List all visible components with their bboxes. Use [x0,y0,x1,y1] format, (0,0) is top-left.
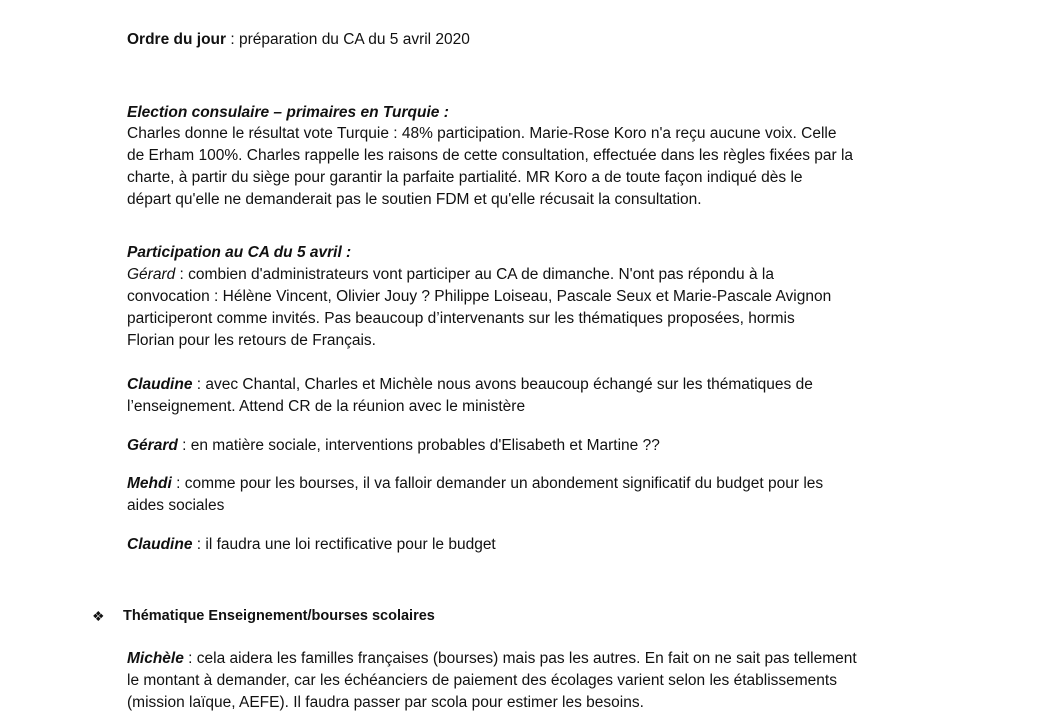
speaker-name: Gérard [127,437,178,454]
speaker-name: Mehdi [127,475,172,492]
remark-claudine [127,375,813,395]
agenda-separator: : [226,31,239,48]
section-heading-election: Election consulaire – primaires en Turquie : [127,104,449,121]
speaker-text: : avec Chantal, Charles et Michèle nous avons beaucoup échangé sur les thématiques de [192,376,813,393]
section-line: convocation : Hélène Vincent, Olivier Jouy ? Philippe Loiseau, Pascale Seux et Marie-Pascale Avignon [127,288,832,305]
section-line: participeront comme invités. Pas beaucoup d’intervenants sur les thématiques proposées, hormis [127,310,795,327]
speaker-name: Claudine [127,536,193,553]
theme-line: (mission laïque, AEFE). Il faudra passer par scola pour estimer les besoins. [127,694,644,711]
speaker-text: : il faudra une loi rectificative pour le budget [192,536,496,553]
theme-line: le montant à demander, car les échéanciers de paiement des écolages varient selon les établissements [127,672,837,689]
agenda-text: préparation du CA du 5 avril 2020 [238,31,470,48]
theme-heading: Thématique Enseignement/bourses scolaires [123,608,435,624]
speaker-name: Claudine [127,376,193,393]
remark-line: aides sociales [127,497,225,514]
section-heading-participation: Participation au CA du 5 avril : [127,244,352,261]
speaker-text: : combien d'administrateurs vont participer au CA de dimanche. N'ont pas répondu à la [175,266,774,283]
section-line: de Erham 100%. Charles rappelle les raisons de cette consultation, effectuée dans les règles fixées par la [127,147,854,164]
speaker-text: : en matière sociale, interventions probables d'Elisabeth et Martine ?? [177,437,660,454]
remark-mehdi [127,474,823,494]
remark-line: l’enseignement. Attend CR de la réunion avec le ministère [127,398,526,415]
section-line: Florian pour les retours de Français. [127,332,376,349]
speaker-text: : comme pour les bourses, il va falloir demander un abondement significatif du budget pour les [171,475,824,492]
diamond-bullet-icon: ❖ [92,608,105,624]
section-line: départ qu'elle ne demanderait pas le soutien FDM et qu'elle récusait la consultation. [127,191,702,208]
section-line: charte, à partir du siège pour garantir la parfaite partialité. MR Koro a de toute façon indiqué dès le [127,169,803,186]
speaker-name: Michèle [127,650,184,667]
speaker-name: Gérard [127,266,176,283]
section-line [127,265,774,285]
theme-remark [127,649,857,669]
remark-gerard [127,436,660,456]
speaker-text: : cela aidera les familles françaises (bourses) mais pas les autres. En fait on ne sait pas tellement [183,650,857,667]
agenda-label: Ordre du jour [127,31,227,48]
remark-claudine-2 [127,535,496,555]
agenda-line [127,30,470,50]
section-line: Charles donne le résultat vote Turquie : 48% participation. Marie-Rose Koro n'a reçu aucune voix. Celle [127,125,837,142]
